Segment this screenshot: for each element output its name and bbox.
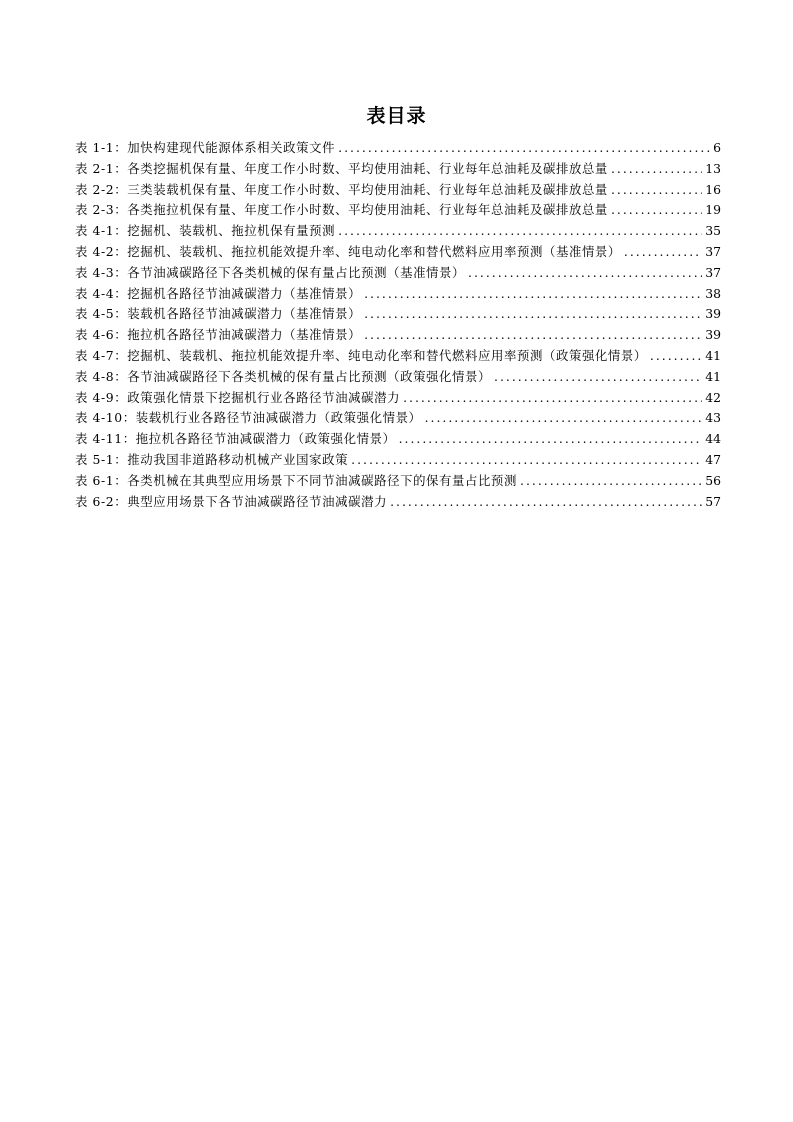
toc-leader-dots xyxy=(611,200,702,221)
toc-entry[interactable] xyxy=(75,471,721,492)
toc-entry[interactable] xyxy=(75,221,721,242)
toc-entry[interactable] xyxy=(75,284,721,305)
toc-leader-dots xyxy=(364,325,702,346)
toc-leader-dots xyxy=(364,284,702,305)
toc-entry-page: 6 xyxy=(713,140,721,155)
toc-leader-dots xyxy=(520,471,702,492)
toc-entry-label: 表 6-1：各类机械在其典型应用场景下不同节油减碳路径下的保有量占比预测 xyxy=(75,472,517,488)
toc-leader-dots xyxy=(494,367,702,388)
toc-entry[interactable] xyxy=(75,408,721,429)
toc-entry-label: 表 4-1：挖掘机、装载机、拖拉机保有量预测 xyxy=(75,223,336,239)
toc-entry-page: 47 xyxy=(705,451,721,467)
toc-entry-label: 表 2-1：各类挖掘机保有量、年度工作小时数、平均使用油耗、行业每年总油耗及碳排放总量 xyxy=(75,160,608,176)
toc-entry[interactable] xyxy=(75,200,721,221)
toc-entry[interactable] xyxy=(75,159,721,180)
toc-leader-dots xyxy=(624,242,702,263)
toc-entry-page: 39 xyxy=(705,306,721,322)
toc-entry-page: 39 xyxy=(705,327,721,343)
toc-entry[interactable] xyxy=(75,304,721,325)
toc-leader-dots xyxy=(338,221,702,242)
toc-entry-page: 37 xyxy=(705,264,721,280)
toc-entry-page: 19 xyxy=(705,202,721,218)
toc-entry-label: 表 1-1：加快构建现代能源体系相关政策文件 xyxy=(75,140,336,155)
toc-entry-page: 37 xyxy=(705,243,721,259)
toc-entry[interactable] xyxy=(75,429,721,450)
toc-leader-dots xyxy=(468,263,702,284)
toc-leader-dots xyxy=(650,346,702,367)
toc-leader-dots xyxy=(611,180,702,201)
toc-entry-label: 表 4-9：政策强化情景下挖掘机行业各路径节油减碳潜力 xyxy=(75,389,401,405)
toc-entry-label: 表 4-8：各节油减碳路径下各类机械的保有量占比预测（政策强化情景） xyxy=(75,368,492,384)
toc-entry-label: 表 4-3：各节油减碳路径下各类机械的保有量占比预测（基准情景） xyxy=(75,264,466,280)
toc-entry[interactable] xyxy=(75,242,721,263)
toc-entry-label: 表 4-10：装载机行业各路径节油减碳潜力（政策强化情景） xyxy=(75,410,422,426)
toc-leader-dots xyxy=(338,138,710,159)
toc-entry-page: 16 xyxy=(705,181,721,197)
toc-entry-page: 13 xyxy=(705,160,721,176)
toc-entry[interactable] xyxy=(75,450,721,471)
toc-entry-page: 56 xyxy=(705,472,721,488)
toc-leader-dots xyxy=(364,304,702,325)
toc-entry[interactable] xyxy=(75,492,721,513)
toc-entry[interactable] xyxy=(75,388,721,409)
toc-entry-label: 表 4-2：挖掘机、装载机、拖拉机能效提升率、纯电动化率和替代燃料应用率预测（基准情景） xyxy=(75,243,621,259)
table-of-contents-list xyxy=(75,138,721,512)
toc-entry-label: 表 4-5：装载机各路径节油减碳潜力（基准情景） xyxy=(75,306,362,322)
toc-leader-dots xyxy=(403,388,702,409)
toc-entry-page: 44 xyxy=(705,431,721,447)
toc-entry-label: 表 5-1：推动我国非道路移动机械产业国家政策 xyxy=(75,451,349,467)
toc-entry-label: 表 6-2：典型应用场景下各节油减碳路径节油减碳潜力 xyxy=(75,493,388,509)
toc-entry-label: 表 2-2：三类装载机保有量、年度工作小时数、平均使用油耗、行业每年总油耗及碳排放总量 xyxy=(75,181,608,197)
toc-entry[interactable] xyxy=(75,367,721,388)
toc-entry-page: 57 xyxy=(705,493,721,509)
toc-leader-dots xyxy=(390,492,702,513)
toc-entry-page: 41 xyxy=(705,368,721,384)
toc-entry[interactable] xyxy=(75,180,721,201)
toc-leader-dots xyxy=(399,429,703,450)
toc-entry-label: 表 4-4：挖掘机各路径节油减碳潜力（基准情景） xyxy=(75,285,362,301)
toc-leader-dots xyxy=(351,450,702,471)
toc-entry-page: 43 xyxy=(705,410,721,426)
toc-entry-label: 表 4-11：拖拉机各路径节油减碳潜力（政策强化情景） xyxy=(75,431,396,447)
toc-entry-label: 表 2-3：各类拖拉机保有量、年度工作小时数、平均使用油耗、行业每年总油耗及碳排放总量 xyxy=(75,202,608,218)
toc-entry[interactable] xyxy=(75,138,721,159)
toc-entry-label: 表 4-7：挖掘机、装载机、拖拉机能效提升率、纯电动化率和替代燃料应用率预测（政策强化情景） xyxy=(75,347,647,363)
toc-entry[interactable] xyxy=(75,325,721,346)
toc-leader-dots xyxy=(425,408,703,429)
toc-entry-label: 表 4-6：拖拉机各路径节油减碳潜力（基准情景） xyxy=(75,327,362,343)
toc-entry-page: 42 xyxy=(705,389,721,405)
page-title: 表目录 xyxy=(366,105,427,127)
toc-leader-dots xyxy=(611,159,702,180)
toc-entry-page: 38 xyxy=(705,285,721,301)
toc-entry[interactable] xyxy=(75,346,721,367)
toc-entry-page: 35 xyxy=(705,223,721,239)
toc-entry[interactable] xyxy=(75,263,721,284)
toc-entry-page: 41 xyxy=(705,347,721,363)
